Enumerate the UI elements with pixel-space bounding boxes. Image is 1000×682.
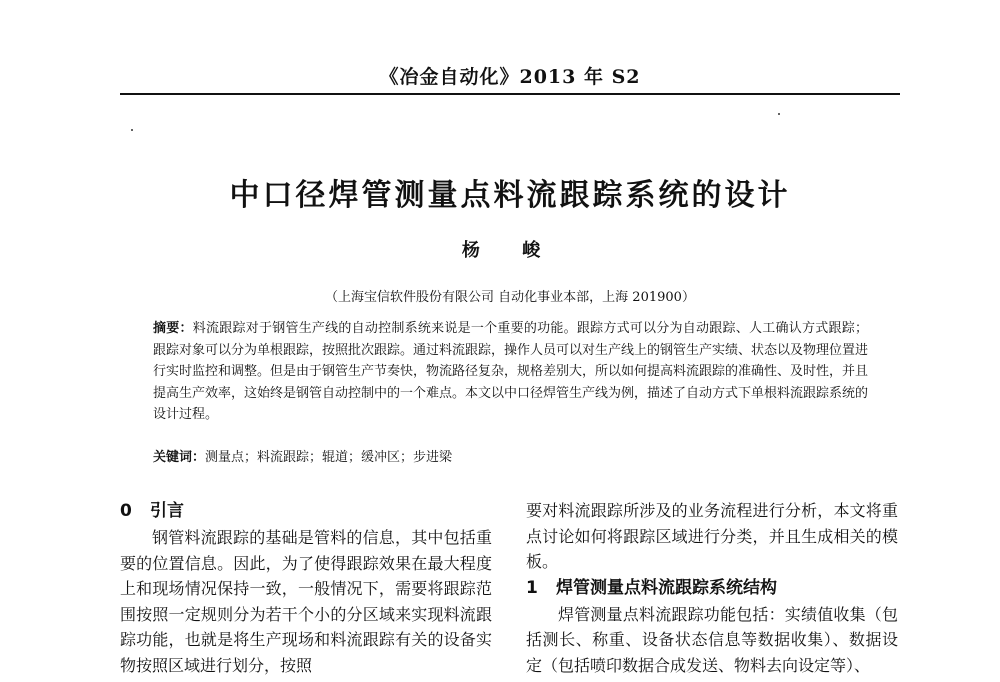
section-heading-intro <box>120 498 492 525</box>
section-heading-structure <box>526 575 898 602</box>
author: 杨 峻 <box>461 240 559 261</box>
scan-speck <box>778 113 780 115</box>
scan-speck <box>131 129 133 131</box>
keywords-text: 测量点；料流跟踪；辊道；缓冲区；步进梁 <box>205 450 453 465</box>
right-column <box>526 498 898 678</box>
abstract-label: 摘要： <box>153 321 193 336</box>
section-title: 引言 <box>150 501 184 521</box>
abstract-text: 料流跟踪对于钢管生产线的自动控制系统来说是一个重要的功能。跟踪方式可以分为自动跟踪、人工确认方式跟踪；跟踪对象可以分为单根跟踪，按照批次跟踪。通过料流跟踪，操作人员可以对生产线上的钢管生产实绩、状态以及物理位置进行实时监控和调整。但是由于钢管生产节奏快，物流路径复杂，规格差别大，所以如何提高料流跟踪的准确性、及时性，并且提高生产效率，这始终是钢管自动控制中的一个难点。本文以中口径焊管生产线为例，描述了自动方式下单根料流跟踪系统的设计过程。 <box>153 321 869 423</box>
paper-title: 中口径焊管测量点料流跟踪系统的设计 <box>229 178 791 213</box>
left-column <box>120 498 492 678</box>
journal-header: 《冶金自动化》2013 年 S2 <box>379 66 641 88</box>
continuation-paragraph: 要对料流跟踪所涉及的业务流程进行分析，本文将重点讨论如何将跟踪区域进行分类，并且生成相关的模板。 <box>526 501 898 571</box>
section-title: 焊管测量点料流跟踪系统结构 <box>556 577 777 598</box>
abstract <box>153 318 868 426</box>
section-number: 0 <box>120 501 132 521</box>
intro-paragraph: 钢管料流跟踪的基础是管料的信息，其中包括重要的位置信息。因此，为了使得跟踪效果在最大程度上和现场情况保持一致，一般情况下，需要将跟踪范围按照一定规则分为若干个小的分区域来实现料流跟踪功能，也就是将生产现场和料流跟踪有关的设备实物按照区域进行划分，按照 <box>120 528 492 675</box>
affiliation: （上海宝信软件股份有限公司 自动化事业本部，上海 201900） <box>325 290 695 305</box>
keywords-label: 关键词： <box>153 450 206 465</box>
keywords <box>153 448 868 468</box>
section-number: 1 <box>526 577 538 598</box>
header-rule <box>120 93 900 95</box>
structure-paragraph: 焊管测量点料流跟踪功能包括：实绩值收集（包括测长、称重、设备状态信息等数据收集）、数据设定（包括喷印数据合成发送、物料去向设定等）、 <box>526 604 898 675</box>
